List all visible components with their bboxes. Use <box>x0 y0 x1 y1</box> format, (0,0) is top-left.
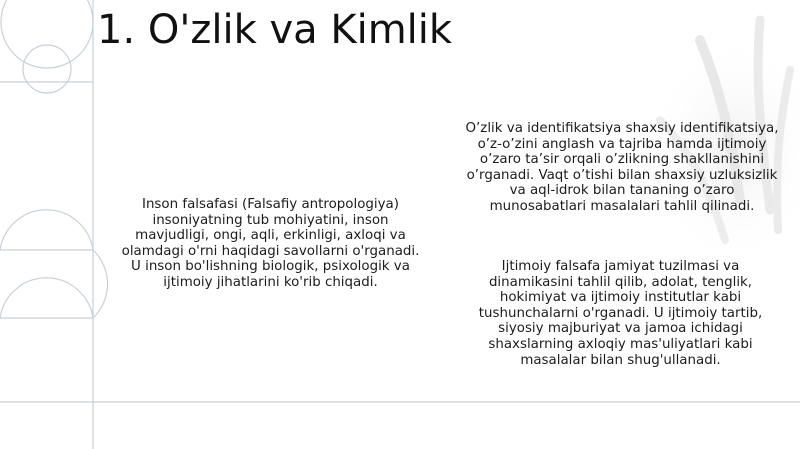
text-line: mavjudligi, ongi, aqli, erkinligi, axloqi va <box>135 228 406 244</box>
text-line: Ijtimoiy falsafa jamiyat tuzilmasi va <box>501 259 740 274</box>
text-line: insoniyatning tub mohiyatini, inson <box>152 212 389 228</box>
text-line: o’zaro ta’sir orqali o’zlikning shakllanishini <box>479 152 765 168</box>
philosophy-text-block <box>108 197 433 291</box>
text-line: masalalar bilan shug'ullanadi. <box>520 352 721 368</box>
text-line: o’z-o’zini anglash va tajriba hamda ijtimoiy <box>477 136 767 152</box>
text-line: dinamikasini tahlil qilib, adolat, tenglik, <box>488 274 753 290</box>
slide-title: 1. O'zlik va Kimlik <box>97 7 453 53</box>
text-line: siyosiy majburiyat va jamoa ichidagi <box>498 321 743 337</box>
text-line: o’rganadi. Vaqt o’tishi bilan shaxsiy uzluksizlik <box>466 167 778 183</box>
text-line: munosabatlari masalalari tahlil qilinadi. <box>489 198 755 214</box>
text-line: va aql-idrok bilan tananing o’zaro <box>509 183 735 199</box>
text-line: tushunchalarni o'rganadi. U ijtimoiy tartib, <box>478 305 763 321</box>
identity-text-block <box>453 121 791 215</box>
text-line: O’zlik va identifikatsiya shaxsiy identifikatsiya, <box>465 121 779 136</box>
text-line: olamdagi o'rni haqidagi savollarni o'rganadi. <box>121 243 420 259</box>
text-line: hokimiyat va ijtimoiy institutlar kabi <box>499 290 742 306</box>
text-line: Inson falsafasi (Falsafiy antropologiya) <box>142 197 399 212</box>
text-line: U inson bo'lishning biologik, psixologik va <box>131 259 410 275</box>
social-philosophy-text-block <box>463 259 778 368</box>
text-line: shaxslarning axloqiy mas'uliyatlari kabi <box>488 336 753 352</box>
text-line: ijtimoiy jihatlarini ko'rib chiqadi. <box>163 274 378 290</box>
